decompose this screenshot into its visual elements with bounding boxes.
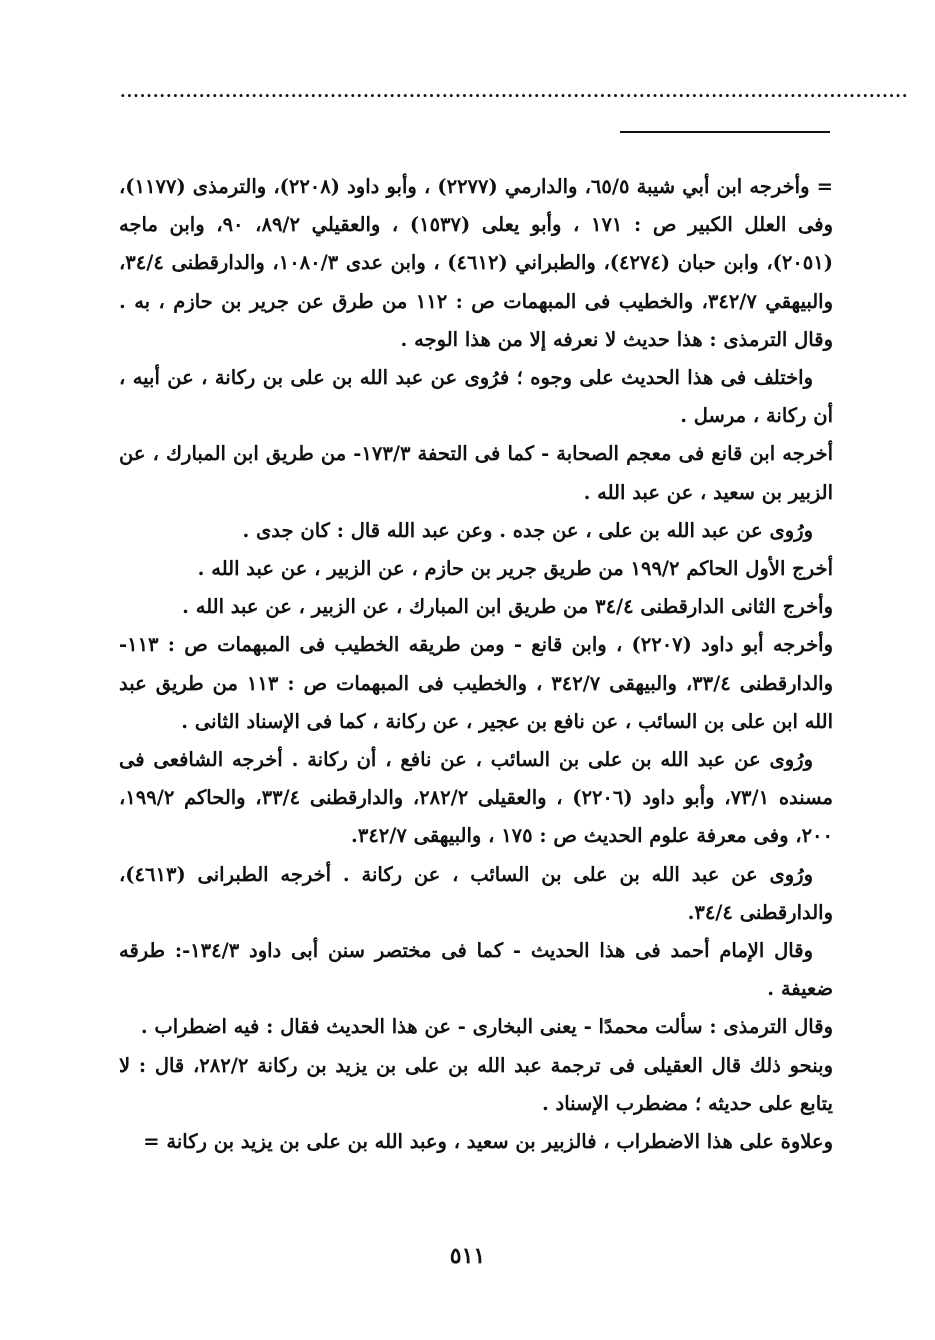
paragraph: وقال الترمذى : سألت محمدًا - يعنى البخارى - عن هذا الحديث فقال : فيه اضطراب . xyxy=(140,1015,833,1039)
paragraph: ورُوى عن عبد الله بن على بن السائب ، عن نافع ، أن ركانة . أخرجه الشافعى فى مسنده ٧٣/١، وأبو داود (٢٢٠٦) ، والعقيلى ٢٨٢/٢، والدارقطنى ٣٣/٤، والحاكم ١٩٩/٢، ٢٠٠، وفى معرفة علوم الحديث ص : ١٧٥ ، والبيهقى ٣٤٢/٧. xyxy=(119,748,834,848)
paragraph: أخرج الأول الحاكم ١٩٩/٢ من طريق جرير بن حازم ، عن الزبير ، عن عبد الله . xyxy=(197,557,833,581)
paragraph: وأخرجه أبو داود (٢٢٠٧) ، وابن قانع - ومن طريقه الخطيب فى المبهمات ص : ١١٣- والدارقطنى ٣٣/٤، والبيهقى ٣٤٢/٧ ، والخطيب فى المبهمات ص : ١١٣ من طريق عبد الله ابن على بن السائب ، عن نافع بن عجير ، عن ركانة ، كما فى الإسناد الثانى . xyxy=(119,633,834,733)
footnote-body xyxy=(119,168,833,1161)
paragraph: ورُوى عن عبد الله بن على ، عن جده . وعن عبد الله قال : كان جدى . xyxy=(242,518,813,542)
separator-dots: ........................................................................................................................ xyxy=(120,82,909,101)
paragraph: ورُوى عن عبد الله بن على بن السائب ، عن ركانة . أخرجه الطبرانى (٤٦١٣)، والدارقطنى ٣٤/٤. xyxy=(119,862,833,924)
paragraph: وأخرج الثانى الدارقطنى ٣٤/٤ من طريق ابن المبارك ، عن الزبير ، عن عبد الله . xyxy=(182,595,833,619)
paragraph: وبنحو ذلك قال العقيلى فى ترجمة عبد الله بن على بن يزيد بن ركانة ٢٨٢/٢، قال : لا يتابع على حديثه ؛ مضطرب الإسناد . xyxy=(119,1053,833,1115)
paragraph: وعلاوة على هذا الاضطراب ، فالزبير بن سعيد ، وعبد الله بن على بن يزيد بن ركانة = xyxy=(143,1130,833,1154)
page-number: ٥١١ xyxy=(449,1243,486,1269)
paragraph: = وأخرجه ابن أبي شيبة ٦٥/٥، والدارمي (٢٢٧٧) ، وأبو داود (٢٢٠٨)، والترمذى (١١٧٧)، وفى العلل الكبير ص : ١٧١ ، وأبو يعلى (١٥٣٧) ، والعقيلي ٨٩/٢، ٩٠، وابن ماجه (٢٠٥١)، وابن حبان (٤٢٧٤)، والطبراني (٤٦١٢) ، وابن عدى ١٠٨٠/٣، والدارقطنى ٣٤/٤، والبيهقي ٣٤٢/٧، والخطيب فى المبهمات ص : ١١٢ من طرق عن جرير بن حازم ، به . وقال الترمذى : هذا حديث لا نعرفه إلا من هذا الوجه . xyxy=(119,175,833,351)
paragraph: واختلف فى هذا الحديث على وجوه ؛ فرُوى عن عبد الله بن على بن ركانة ، عن أبيه ، أن ركانة ، مرسل . xyxy=(119,366,833,428)
paragraph: وقال الإمام أحمد فى هذا الحديث - كما فى مختصر سنن أبى داود ١٣٤/٣-: طرقه ضعيفة . xyxy=(119,939,833,1001)
paragraph: أخرجه ابن قانع فى معجم الصحابة - كما فى التحفة ١٧٣/٣- من طريق ابن المبارك ، عن الزبير بن سعيد ، عن عبد الله . xyxy=(119,442,833,504)
footnote-rule xyxy=(620,131,830,133)
